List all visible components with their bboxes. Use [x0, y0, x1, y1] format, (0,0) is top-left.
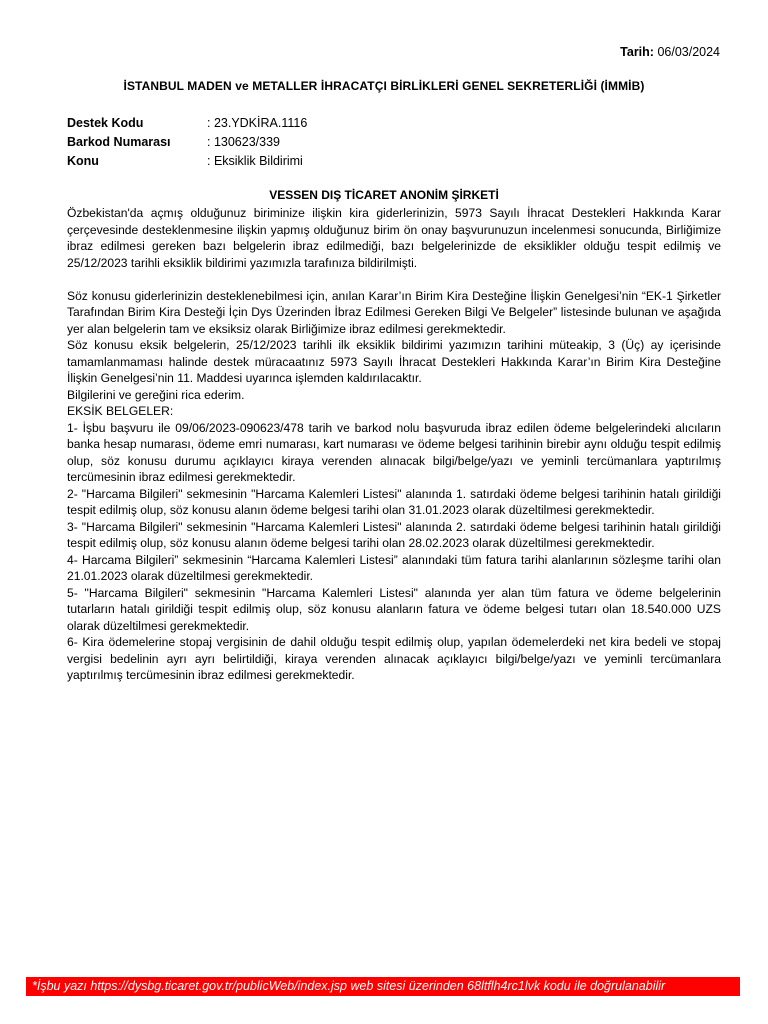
missing-item: 6- Kira ödemelerine stopaj vergisinin de dahil olduğu tespit edilmiş olup, yapılan ödemelerdeki net kira bedeli ve stopaj vergisi bedelinin ayrı ayrı belirtildiği, kiraya verenden alınacak açıklayıcı bilgi/belge/yazı ve yeminli tercümanlara yaptırılmış tercümesinin ibraz edilmesi gerekmektedir.	[67, 635, 721, 682]
paragraph-requirement: Söz konusu giderlerinizin desteklenebilmesi için, anılan Karar’ın Birim Kira Desteğine İlişkin Genelgesi’nin “EK-1 Şirketler Tarafından Birim Kira Desteği İçin Dys Üzerinden İbraz Edilmesi Gereken Bilgi Ve Belgeler” listesinde bulunan ve aşağıda yer alan belgelerin tam ve eksiksiz olarak Birliğimize ibraz edilmesi gerekmektedir.	[67, 288, 721, 336]
subject-label: Konu	[67, 154, 99, 168]
paragraph-deadline: Söz konusu eksik belgelerin, 25/12/2023 tarihli ilk eksiklik bildirimi yazımızın tarihini müteakip, 3 (Üç) ay içerisinde tamamlanmaması halinde destek müracaatınız 5973 Sayılı İhracat Destekleri Hakkında Karar’ın Birim Kira Desteğine İlişkin Genelgesi’nin 11. Maddesi uyarınca işlemden kaldırılacaktır.	[67, 338, 721, 385]
reference-block	[67, 114, 307, 171]
organization-title: İSTANBUL MADEN ve METALLER İHRACATÇI BİRLİKLERİ GENEL SEKRETERLİĞİ (İMMİB)	[123, 79, 645, 93]
missing-item: 5- "Harcama Bilgileri" sekmesinin "Harcama Kalemleri Listesi" alanında yer alan tüm fatura ve ödeme belgelerinin tutarların hatalı girildiği tespit edilmiş olup, söz konusu alanların fatura ve ödeme belgesi tutarı olan 18.540.000 UZS olarak düzeltilmesi gerekmektedir.	[67, 585, 721, 633]
missing-documents-heading: EKSİK BELGELER:	[67, 404, 174, 418]
support-code-label: Destek Kodu	[67, 116, 144, 130]
subject-value: : Eksiklik Bildirimi	[207, 154, 303, 168]
barcode-row	[67, 133, 307, 152]
support-code-value: : 23.YDKİRA.1116	[207, 116, 308, 130]
document-date	[620, 45, 720, 59]
missing-item: 2- "Harcama Bilgileri" sekmesinin "Harcama Kalemleri Listesi" alanında 1. satırdaki ödeme belgesi tarihinin hatalı girildiği tespit edilmiş olup, söz konusu alanın ödeme belgesi tarihi olan 31.01.2023 olarak düzeltilmesi gerekmektedir.	[67, 486, 721, 517]
subject-row	[67, 152, 307, 171]
letter-body	[67, 205, 721, 684]
missing-item: 4- Harcama Bilgileri” sekmesinin “Harcama Kalemleri Listesi” alanındaki tüm fatura tarihi alanlarının sözleşme tarihi olan 21.01.2023 olarak düzeltilmesi gerekmektedir.	[67, 552, 721, 583]
paragraph-closing: Bilgilerini ve gereğini rica ederim.	[67, 387, 245, 402]
barcode-label: Barkod Numarası	[67, 135, 171, 149]
verification-footer	[26, 977, 740, 996]
date-value: 06/03/2024	[657, 45, 720, 59]
missing-item: 3- "Harcama Bilgileri" sekmesinin "Harcama Kalemleri Listesi" alanında 2. satırdaki ödeme belgesi tarihinin hatalı girildiği tespit edilmiş olup, söz konusu alanın ödeme belgesi tarihi olan 28.02.2023 olarak düzeltilmesi gerekmektedir.	[67, 519, 721, 550]
barcode-value: : 130623/339	[207, 135, 280, 149]
missing-item: 1- İşbu başvuru ile 09/06/2023-090623/478 tarih ve barkod nolu başvuruda ibraz edilen ödeme belgelerindeki alıcıların banka hesap numarası, ödeme emri numarası, kart numarası ve ödeme belgesi tarihinin birebir aynı olduğu tespit edilmiş olup, söz konusu durumu açıklayıcı kiraya verenden alınacak bilgi/belge/yazı ve yeminli tercümanlara yaptırılmış tercümesinin ibraz edilmesi gerekmektedir.	[67, 420, 721, 484]
recipient-company: VESSEN DIŞ TİCARET ANONİM ŞİRKETİ	[269, 188, 499, 202]
paragraph-intro: Özbekistan'da açmış olduğunuz biriminize ilişkin kira giderlerinizin, 5973 Sayılı İhracat Destekleri Hakkında Karar çerçevesinde desteklenmesine ilişkin yapmış olduğunuz birim ön onay başvurunuzun incelenmesi sonucunda, Birliğimize ibraz edilmesi gereken bazı belgelerin ibraz edilmediği, bazı belgelerinizde de eksiklikler olduğu tespit edilmiş ve 25/12/2023 tarihli eksiklik bildirimi yazımızla tarafınıza bildirilmişti.	[67, 206, 721, 270]
date-label: Tarih:	[620, 45, 654, 59]
support-code-row	[67, 114, 307, 133]
verification-text: *İşbu yazı https://dysbg.ticaret.gov.tr/publicWeb/index.jsp web sitesi üzerinden 68ltflh4rc1lvk kodu ile doğrulanabilir	[32, 979, 666, 993]
